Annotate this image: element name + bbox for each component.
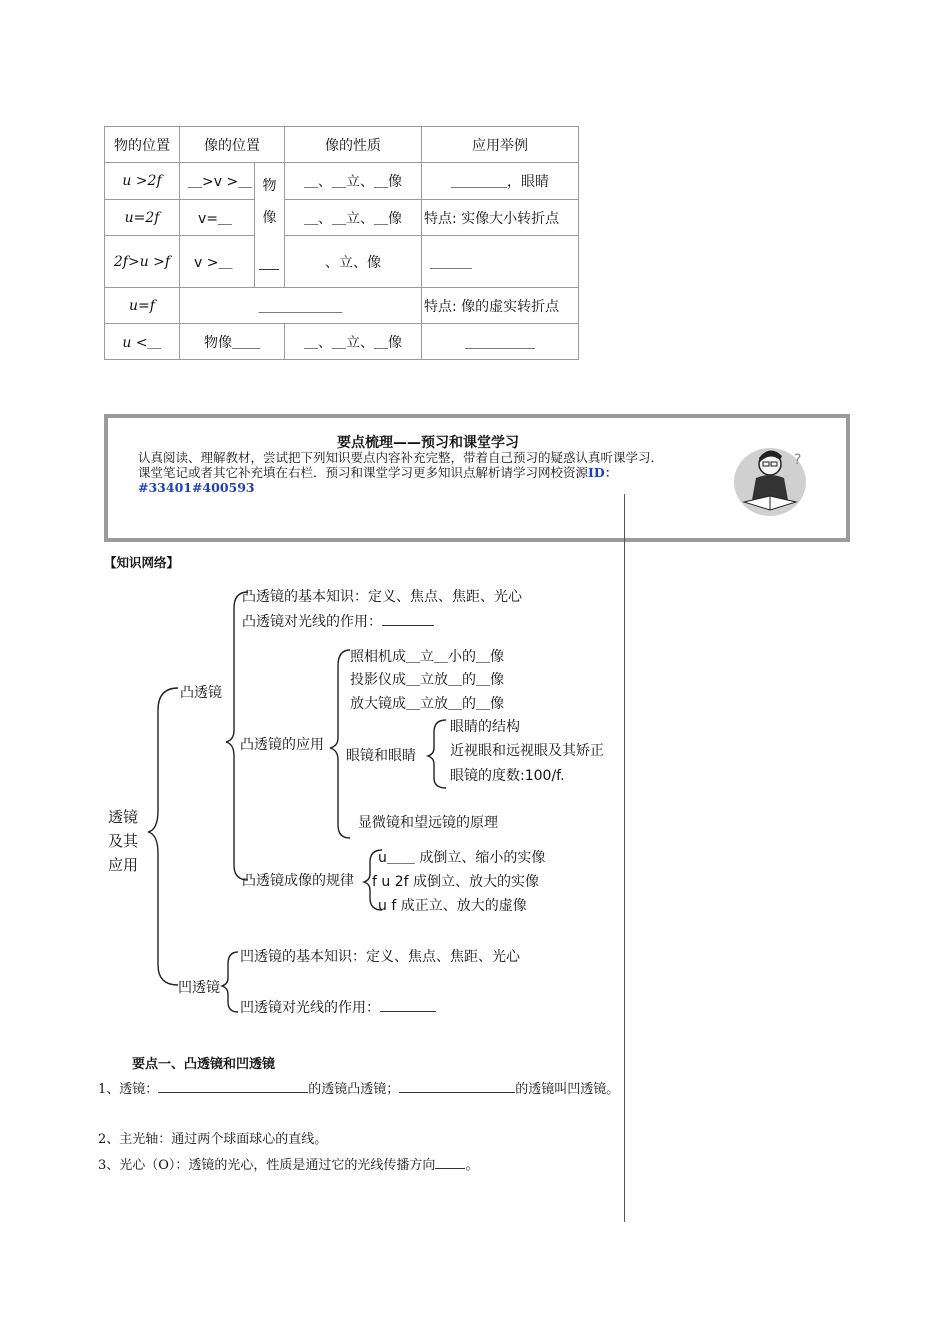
row5-object: u <＿ xyxy=(105,324,180,360)
knowledge-network-heading: 【知识网络】 xyxy=(104,555,180,570)
network-root xyxy=(108,805,138,877)
node-rule-1: u＿＿ 成倒立、缩小的实像 xyxy=(378,850,546,866)
node-microscope: 显微镜和望远镜的原理 xyxy=(358,815,498,831)
subcolumn-char-2: 像 xyxy=(262,210,277,226)
node-magnifier: 放大镜成＿立放＿的＿像 xyxy=(350,696,504,712)
svg-text:?: ? xyxy=(794,452,802,468)
node-concave-lens: 凹透镜 xyxy=(178,980,220,996)
box-line-2: 课堂笔记或者其它补充填在右栏．预习和课堂学习更多知识点解析请学习网校资源 xyxy=(138,465,589,480)
p1-blank-2 xyxy=(399,1080,515,1093)
node-concave-light xyxy=(240,997,436,1017)
node-rule-2: f u 2f 成倒立、放大的实像 xyxy=(372,874,539,890)
notes-column-divider xyxy=(624,494,625,1222)
row5-nature: ＿、＿立、＿像 xyxy=(285,324,422,360)
box-instructions xyxy=(138,450,718,495)
node-convex-application: 凸透镜的应用 xyxy=(240,737,324,753)
row2-app: 特点: 实像大小转折点 xyxy=(422,200,579,236)
resource-id-label: ID： xyxy=(588,465,618,480)
row3-app: ＿＿＿ xyxy=(422,236,579,288)
row2-nature: ＿、＿立、＿像 xyxy=(285,200,422,236)
header-application: 应用举例 xyxy=(422,127,579,163)
node-convex-basic: 凸透镜的基本知识：定义、焦点、焦距、光心 xyxy=(242,589,522,605)
row1-nature: ＿、＿立、＿像 xyxy=(285,163,422,200)
node-imaging-rule: 凸透镜成像的规律 xyxy=(242,873,354,889)
row1-app: ＿＿＿＿，眼睛 xyxy=(422,163,579,200)
convex-light-blank xyxy=(382,613,434,626)
paragraph-principal-axis: 2、主光轴：通过两个球面球心的直线。 xyxy=(98,1132,328,1147)
node-camera: 照相机成＿立＿小的＿像 xyxy=(350,649,504,665)
row2-image-text: v=＿ xyxy=(198,210,233,227)
node-glasses-eye: 眼镜和眼睛 xyxy=(346,748,416,764)
subcolumn-blank xyxy=(259,269,279,270)
subcolumn-char-1: 物 xyxy=(262,178,277,194)
row1-object: u >2f xyxy=(105,163,180,200)
root-line-2: 及其 xyxy=(108,832,139,850)
paragraph-optical-center xyxy=(98,1154,478,1173)
node-convex-light-text: 凸透镜对光线的作用： xyxy=(242,614,382,630)
imaging-table xyxy=(104,126,579,360)
row1-image-text: ＿>v >＿ xyxy=(188,174,253,190)
node-degree: 眼镜的度数:100/f. xyxy=(450,768,565,784)
p3-text: 3、光心（O）：透镜的光心，性质是通过它的光线传播方向 xyxy=(98,1158,436,1173)
node-concave-light-text: 凹透镜对光线的作用： xyxy=(240,1000,380,1016)
keypoint-one-title: 要点一、凸透镜和凹透镜 xyxy=(132,1057,276,1072)
resource-id-value: #33401#400593 xyxy=(138,480,255,495)
paragraph-lens-definition xyxy=(98,1078,619,1097)
study-box xyxy=(104,414,850,542)
p1-mid: 的透镜凸透镜； xyxy=(308,1082,400,1097)
node-convex-lens: 凸透镜 xyxy=(180,685,222,701)
node-convex-light xyxy=(242,611,434,631)
box-line-1: 认真阅读、理解教材，尝试把下列知识要点内容补充完整，带着自己预习的疑惑认真听课学习． xyxy=(138,450,664,465)
reading-student-icon xyxy=(730,438,810,520)
row2-object: u=2f xyxy=(105,200,180,236)
row3-nature: 、立、像 xyxy=(285,236,422,288)
root-line-1: 透镜 xyxy=(108,808,139,826)
header-image-nature: 像的性质 xyxy=(285,127,422,163)
node-myopia: 近视眼和远视眼及其矫正 xyxy=(450,743,604,759)
p1-end: 的透镜叫凹透镜。 xyxy=(515,1082,620,1097)
node-rule-3: u f 成正立、放大的虚像 xyxy=(378,898,527,914)
root-line-3: 应用 xyxy=(108,856,139,874)
row4-app: 特点: 像的虚实转折点 xyxy=(422,288,579,324)
row5-app: ＿＿＿＿＿ xyxy=(422,324,579,360)
header-object-position: 物的位置 xyxy=(105,127,180,163)
p3-end: 。 xyxy=(465,1158,479,1173)
node-projector: 投影仪成＿立放＿的＿像 xyxy=(350,672,504,688)
p1-label: 1、透镜： xyxy=(98,1082,159,1097)
box-title: 要点梳理——预习和课堂学习 xyxy=(337,435,519,451)
p3-blank xyxy=(435,1156,465,1169)
node-concave-basic: 凹透镜的基本知识：定义、焦点、焦距、光心 xyxy=(240,949,520,965)
row3-object: 2f>u >f xyxy=(105,236,180,288)
row4-object: u=f xyxy=(105,288,180,324)
concave-light-blank xyxy=(380,999,436,1012)
row5-image: 物像＿＿ xyxy=(180,324,285,360)
header-image-position: 像的位置 xyxy=(180,127,285,163)
real-image-subcolumn xyxy=(254,163,284,287)
p1-blank-1 xyxy=(158,1080,308,1093)
row3-image-text: v >＿ xyxy=(194,254,233,271)
node-eye-structure: 眼睛的结构 xyxy=(450,719,520,735)
row4-image: ＿＿＿＿＿＿ xyxy=(180,288,422,324)
